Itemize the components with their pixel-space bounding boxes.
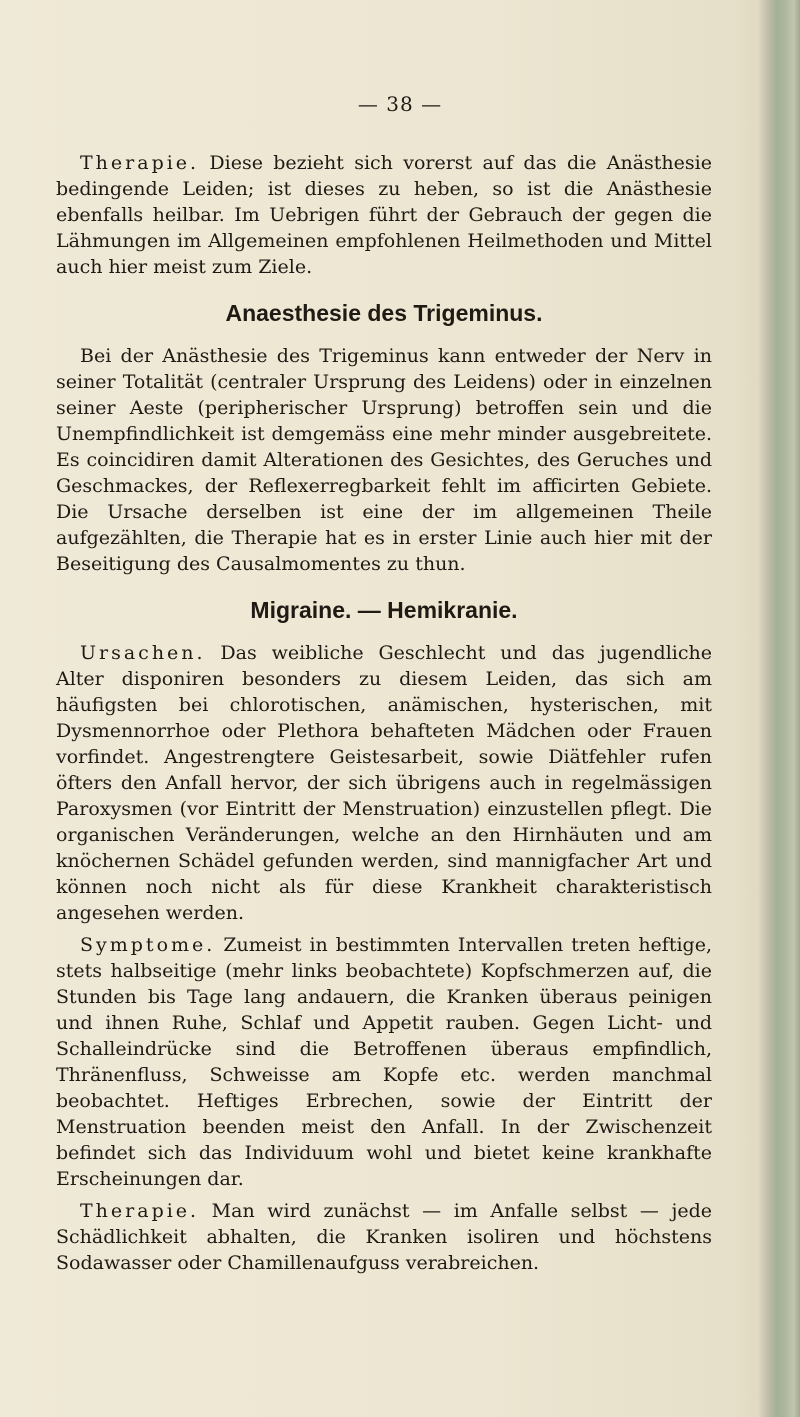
paragraph-text: Diese bezieht sich vorerst auf das die Anästhesie bedingende Leiden; ist dieses zu heben, so ist die Anästhesie ebenfalls heilbar. Im Uebrigen führt der Gebrauch der gegen die Lähmungen im Allgemeinen empfohlenen Heilmethoden und Mittel auch hier meist zum Ziele. [56, 152, 712, 278]
paragraph-text: Man wird zunächst — im Anfalle selbst — jede Schädlichkeit abhalten, die Kranken isoliren und höchstens Sodawasser oder Chamillenaufguss verabreichen. [56, 1200, 712, 1274]
paragraph-causes [56, 640, 712, 926]
paragraph-lead: Therapie. [80, 152, 200, 174]
paragraph-lead: Ursachen. [80, 642, 206, 664]
paragraph-therapy-anaesthesia [56, 150, 712, 280]
paragraph-text: Das weibliche Geschlecht und das jugendliche Alter disponiren besonders zu diesem Leiden, das sich am häufigsten bei chlorotischen, anämischen, hysterischen, mit Dysmennorrhoe oder Plethora behafteten Mädchen oder Frauen vorfindet. Angestrengtere Geistesarbeit, sowie Diätfehler rufen öfters den Anfall hervor, der sich übrigens auch in regelmässigen Paroxysmen (vor Eintritt der Menstruation) einzustellen pflegt. Die organischen Veränderungen, welche an den Hirnhäuten und am knöchernen Schädel gefunden werden, sind mannigfacher Art und können noch nicht als für diese Krankheit charakteristisch angesehen werden. [56, 642, 712, 924]
paragraph-lead: Therapie. [80, 1200, 200, 1222]
page-number: — 38 — [357, 92, 443, 116]
paragraph-lead: Symptome. [80, 934, 216, 956]
paragraph-text: Bei der Anästhesie des Trigeminus kann entweder der Nerv in seiner Totalität (centraler Ursprung des Leidens) oder in einzelnen seiner Aeste (peripherischer Ursprung) betroffen sein und die Unempfindlichkeit ist demgemäss eine mehr minder ausgebreitete. Es coincidiren damit Alterationen des Gesichtes, des Geruches und Geschmackes, der Reflexerregbarkeit fehlt im afficirten Gebiete. Die Ursache derselben ist eine der im allgemeinen Theile aufgezählten, die Therapie hat es in erster Linie auch hier mit der Beseitigung des Causalmomentes zu thun. [56, 345, 712, 575]
paragraph-text: Zumeist in bestimmten Intervallen treten heftige, stets halbseitige (mehr links beobachtete) Kopfschmerzen auf, die Stunden bis Tage lang andauern, die Kranken überaus peinigen und ihnen Ruhe, Schlaf und Appetit rauben. Gegen Licht- und Schalleindrücke sind die Betroffenen überaus empfindlich, Thränenfluss, Schweisse am Kopfe etc. werden manchmal beobachtet. Heftiges Erbrechen, sowie der Eintritt der Menstruation beenden meist den Anfall. In der Zwischenzeit befindet sich das Individuum wohl und bietet keine krankhafte Erscheinungen dar. [56, 934, 712, 1190]
page-edge-shadow [758, 0, 800, 1417]
paragraph-therapy-migraine [56, 1198, 712, 1276]
section-heading-migraine: Migraine. — Hemikranie. [250, 597, 518, 623]
paragraph-trigeminus [56, 343, 712, 577]
section-heading-trigeminus: Anaesthesie des Trigeminus. [225, 300, 543, 326]
paragraph-symptoms [56, 932, 712, 1192]
page-body [56, 150, 712, 1282]
